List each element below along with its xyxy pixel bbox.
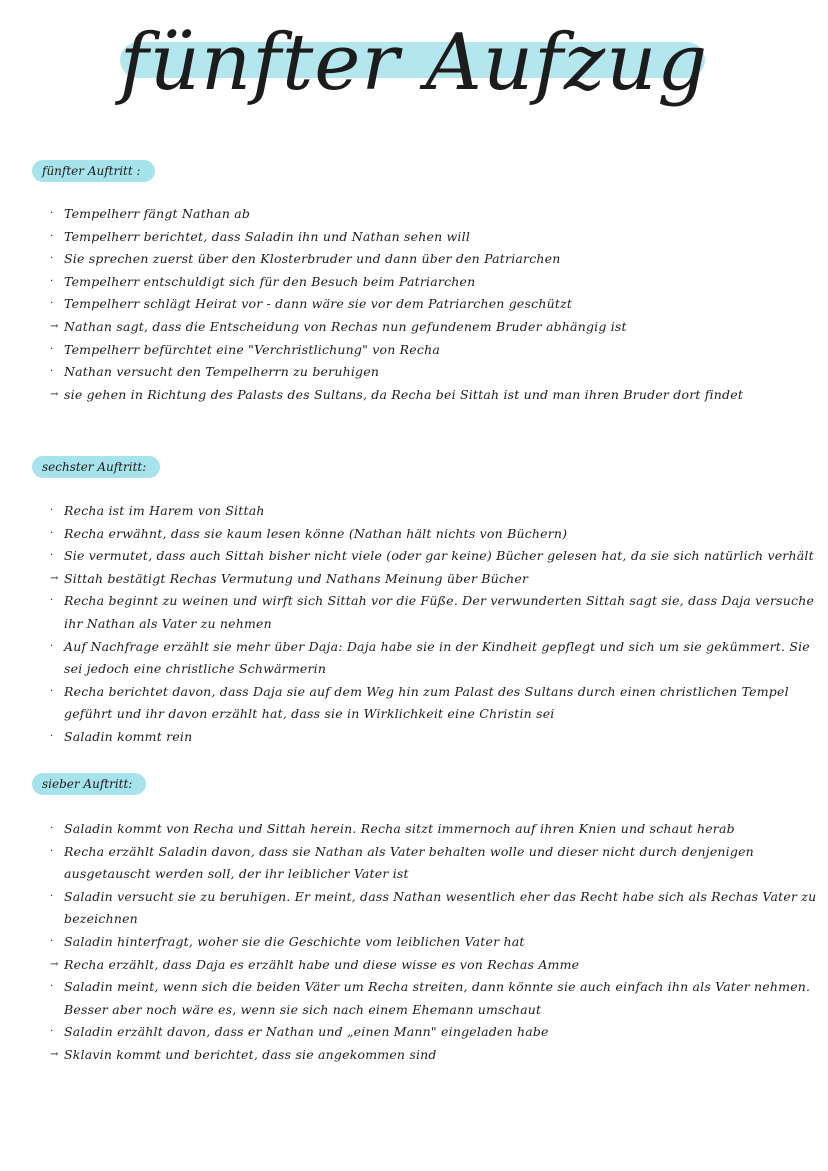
item-text: Sie vermutet, dass auch Sittah bisher nicht viele (oder gar keine) Bücher gelesen hat, da sie sich natürlich verhält [64,548,814,564]
bullet-marker: · [50,505,54,516]
item-text: Saladin hinterfragt, woher sie die Geschichte vom leiblichen Vater hat [64,933,525,949]
section-list-fuenfter-auftritt [50,203,820,406]
arrow-marker: → [50,958,59,970]
list-item [50,568,820,591]
item-text: Auf Nachfrage erzählt sie mehr über Daja: Daja habe sie in der Kindheit gepflegt und sich um sie gekümmert. Sie sei jedoch eine christliche Schwärmerin [64,638,810,677]
list-item [50,339,820,362]
item-text: Recha erwähnt, dass sie kaum lesen könne (Nathan hält nichts von Büchern) [64,525,568,541]
bullet-marker: · [50,366,54,378]
bullet-marker: · [50,1026,54,1038]
bullet-marker: · [50,981,54,993]
list-item [50,293,820,316]
list-item [50,271,820,294]
item-text: Recha berichtet davon, dass Daja sie auf dem Weg hin zum Palast des Sultans durch einen christlichen Tempel geführt und ihr davon erzählt hat, dass sie in Wirklichkeit eine Christin sei [64,683,789,722]
list-item [50,681,820,726]
page-title: fünfter Aufzug [119,18,709,108]
item-text: Sie sprechen zuerst über den Klosterbruder und dann über den Patriarchen [64,251,561,267]
item-text: Tempelherr schlägt Heirat vor - dann wäre sie vor dem Patriarchen geschützt [64,296,573,312]
bullet-marker: · [50,208,54,219]
section-label-sechster-auftritt: sechster Auftritt: [32,456,160,478]
list-item [50,818,820,841]
list-item [50,523,820,546]
bullet-marker: · [50,275,54,287]
item-text: Saladin kommt rein [64,728,193,744]
item-text: Nathan sagt, dass die Entscheidung von Rechas nun gefundenem Bruder abhängig ist [64,318,627,334]
list-item [50,931,820,954]
bullet-marker: · [50,823,54,834]
list-item [50,976,820,1021]
item-text: Tempelherr berichtet, dass Saladin ihn und Nathan sehen will [64,228,471,244]
item-text: Nathan versucht den Tempelherrn zu beruhigen [64,364,380,380]
list-item [50,545,820,568]
list-item [50,590,820,635]
item-text: Tempelherr befürchtet eine "Verchristlichung" von Recha [64,341,440,357]
item-text: Recha erzählt Saladin davon, dass sie Nathan als Vater behalten wolle und dieser nicht durch denjenigen ausgetauscht werden soll, der ihr leiblicher Vater ist [64,843,754,882]
section-list-sechster-auftritt [50,500,820,749]
item-text: Sittah bestätigt Rechas Vermutung und Nathans Meinung über Bücher [64,570,529,586]
list-item [50,203,820,226]
item-text: Tempelherr fängt Nathan ab [64,206,251,221]
arrow-marker: → [50,1048,59,1060]
list-item [50,316,820,339]
bullet-marker: · [50,730,54,742]
list-item [50,384,820,407]
bullet-marker: · [50,845,54,857]
item-text: Recha erzählt, dass Daja es erzählt habe und diese wisse es von Rechas Amme [64,956,580,972]
bullet-marker: · [50,343,54,355]
bullet-marker: · [50,298,54,310]
bullet-marker: · [50,685,54,697]
section-list-siebter-auftritt [50,818,820,1067]
item-text: Saladin meint, wenn sich die beiden Väter um Recha streiten, dann könnte sie auch einfach ihn als Vater nehmen. Besser aber noch wäre es, wenn sie sich nach einem Ehemann umschaut [64,979,811,1017]
list-item [50,636,820,681]
list-item [50,726,820,749]
section-label-siebter-auftritt: sieber Auftritt: [32,773,146,795]
bullet-marker: · [50,253,54,265]
item-text: Tempelherr entschuldigt sich für den Besuch beim Patriarchen [64,273,476,289]
bullet-marker: · [50,527,54,539]
item-text: sie gehen in Richtung des Palasts des Sultans, da Recha bei Sittah ist und man ihren Bruder dort findet [64,386,744,402]
bullet-marker: · [50,935,54,947]
list-item [50,841,820,886]
bullet-marker: · [50,230,54,242]
item-text: Recha beginnt zu weinen und wirft sich Sittah vor die Füße. Der verwunderten Sittah sagt sie, dass Daja versuche ihr Nathan als Vater zu nehmen [64,593,815,631]
bullet-marker: · [50,890,54,902]
item-text: Saladin erzählt davon, dass er Nathan und „einen Mann" eingeladen habe [64,1024,549,1040]
list-item [50,226,820,249]
section-label-fuenfter-auftritt: fünfter Auftritt : [32,160,155,182]
list-item [50,500,820,523]
list-item [50,361,820,384]
title-block [0,0,828,135]
item-text: Saladin versucht sie zu beruhigen. Er meint, dass Nathan wesentlich eher das Recht habe sich als Rechas Vater zu bezeichnen [64,888,817,927]
arrow-marker: → [50,388,59,400]
list-item [50,954,820,977]
list-item [50,248,820,271]
arrow-marker: → [50,320,59,332]
item-text: Saladin kommt von Recha und Sittah herein. Recha sitzt immernoch auf ihren Knien und schaut herab [64,821,735,836]
bullet-marker: · [50,640,54,652]
item-text: Recha ist im Harem von Sittah [64,503,265,518]
list-item [50,886,820,931]
bullet-marker: · [50,595,54,607]
arrow-marker: → [50,572,59,584]
item-text: Sklavin kommt und berichtet, dass sie angekommen sind [64,1046,437,1062]
list-item [50,1044,820,1067]
list-item [50,1021,820,1044]
bullet-marker: · [50,550,54,562]
